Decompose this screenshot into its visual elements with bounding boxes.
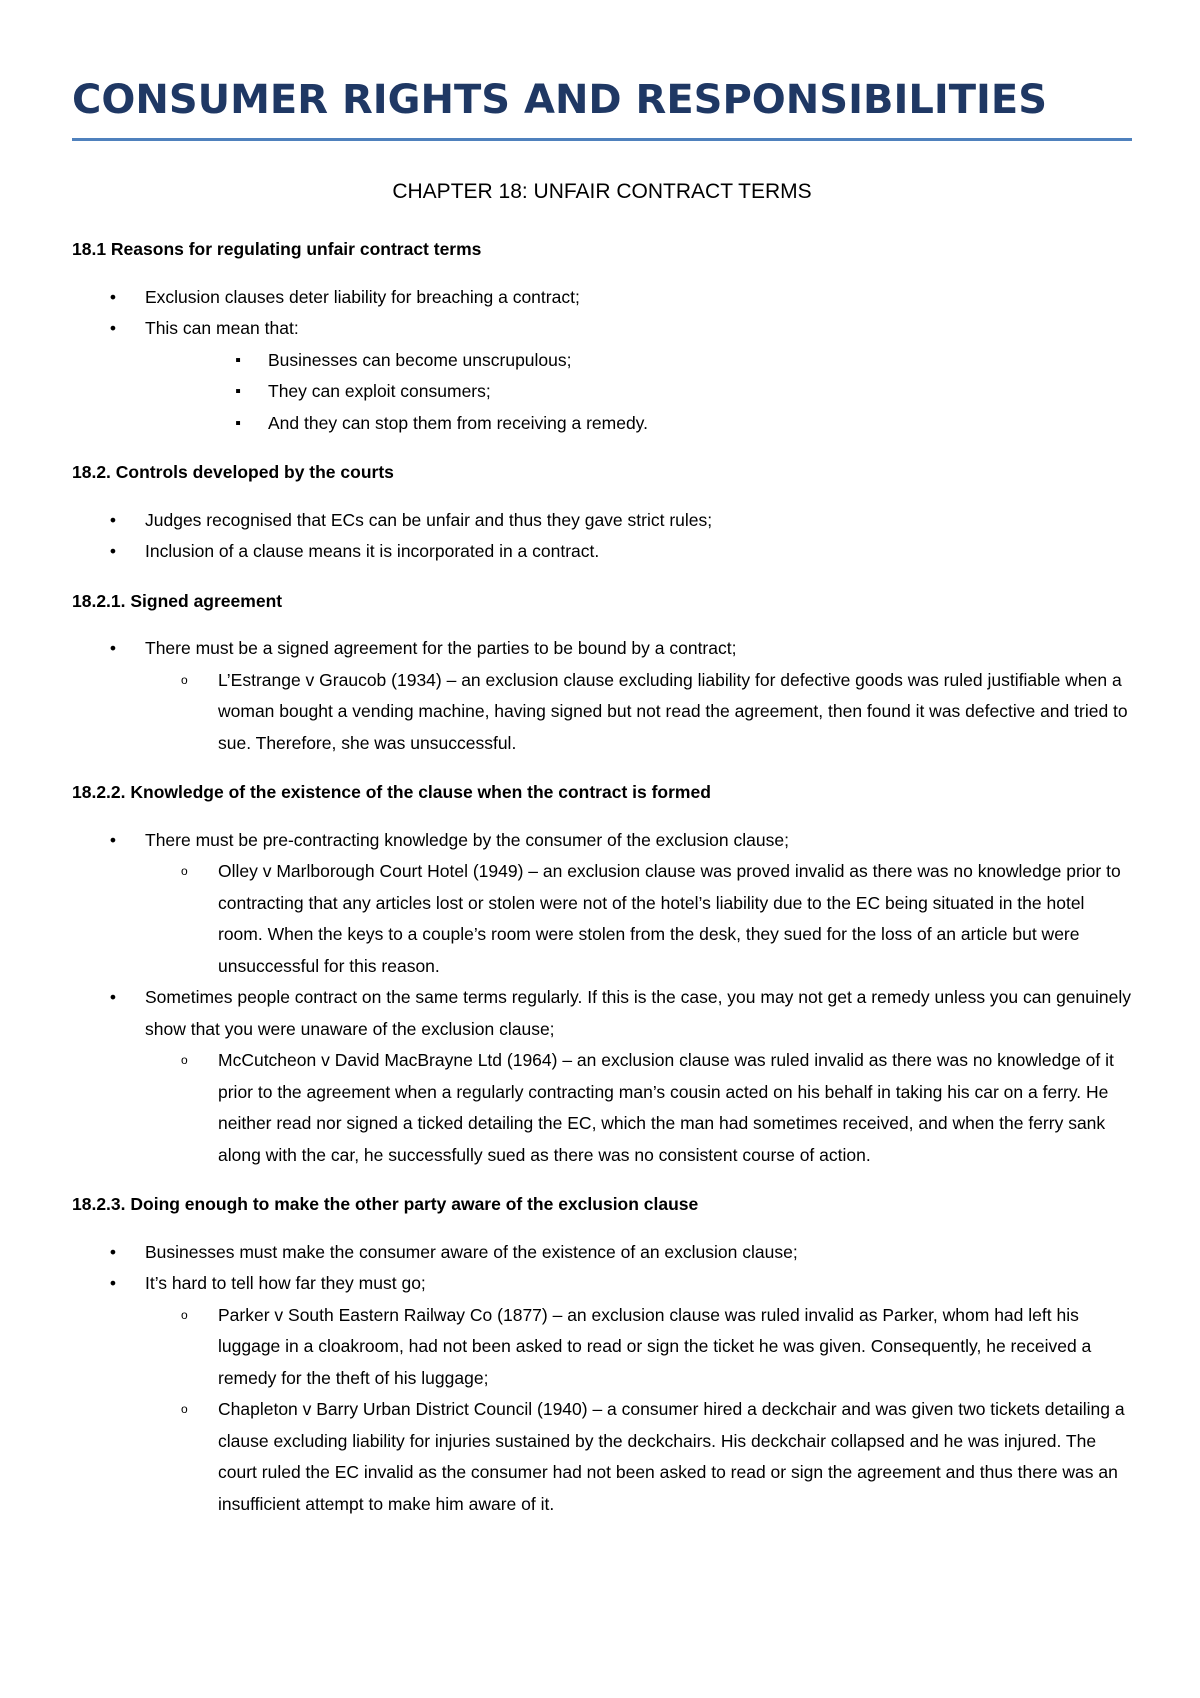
list-item xyxy=(72,1268,1132,1520)
circle-bullet-marker: o xyxy=(181,1053,188,1067)
chapter-heading: CHAPTER 18: UNFAIR CONTRACT TERMS xyxy=(392,180,812,203)
case-text: Chapleton v Barry Urban District Council (1940) – a consumer hired a deckchair and was given two tickets detailing a clause excluding liability for injuries sustained by the deckchairs. His deckchair collapsed and he was injured. The court ruled the EC invalid as the consumer had not been asked to read or sign the agreement and thus there was an insufficient attempt to make him aware of it. xyxy=(218,1399,1125,1514)
document-title: CONSUMER RIGHTS AND RESPONSIBILITIES xyxy=(72,77,1048,123)
section-heading: 18.2.3. Doing enough to make the other party aware of the exclusion clause xyxy=(72,1194,699,1214)
list-item xyxy=(72,1237,1132,1269)
bullet-marker: • xyxy=(109,509,117,530)
case-list xyxy=(145,1045,1132,1171)
section-heading: 18.2.2. Knowledge of the existence of the clause when the contract is formed xyxy=(72,782,711,802)
section-heading: 18.2.1. Signed agreement xyxy=(72,590,283,611)
circle-bullet-marker: o xyxy=(181,672,188,687)
sub-list xyxy=(145,345,1132,440)
case-list xyxy=(145,665,1132,760)
title-underline xyxy=(72,138,1132,141)
list-item xyxy=(72,536,1132,568)
sub-list-item xyxy=(72,408,1132,440)
bullet-list xyxy=(72,1237,1132,1521)
sub-list-item xyxy=(72,345,1132,377)
case-item xyxy=(72,856,1132,982)
case-item xyxy=(72,1394,1132,1520)
list-item-text: Inclusion of a clause means it is incorporated in a contract. xyxy=(145,541,600,561)
case-text: Parker v South Eastern Railway Co (1877) – an exclusion clause was ruled invalid as Parker, whom had left his luggage in a cloakroom, had not been asked to read or sign the ticket he was given. Consequently, he received a remedy for the theft of his luggage; xyxy=(218,1304,1092,1388)
square-bullet-marker: ▪ xyxy=(235,351,241,369)
bullet-list xyxy=(72,633,1132,759)
list-item xyxy=(72,505,1132,537)
list-item-text: Sometimes people contract on the same terms regularly. If this is the case, you may not get a remedy unless you can genuinely show that you were unaware of the exclusion clause; xyxy=(145,987,1132,1039)
bullet-marker: • xyxy=(109,829,117,850)
list-item-text: Businesses must make the consumer aware of the existence of an exclusion clause; xyxy=(145,1241,798,1262)
bullet-marker: • xyxy=(109,1241,117,1262)
list-item xyxy=(72,982,1132,1171)
case-text: Olley v Marlborough Court Hotel (1949) – an exclusion clause was proved invalid as there was no knowledge prior to contracting that any articles lost or stolen were not of the hotel’s liability due to the EC being situated in the hotel room. When the keys to a couple’s room were stolen from the desk, they sued for the loss of an article but were unsuccessful for this reason. xyxy=(218,861,1121,976)
square-bullet-marker: ▪ xyxy=(235,414,241,432)
bullet-marker: • xyxy=(109,1273,117,1293)
list-item-text: Judges recognised that ECs can be unfair and thus they gave strict rules; xyxy=(145,509,713,530)
case-item xyxy=(72,1300,1132,1395)
case-list xyxy=(145,856,1132,982)
sub-list-item-text: Businesses can become unscrupulous; xyxy=(268,349,572,370)
sub-list-item xyxy=(72,376,1132,408)
square-bullet-marker: ▪ xyxy=(235,383,241,400)
case-text: McCutcheon v David MacBrayne Ltd (1964) – an exclusion clause was ruled invalid as there was no knowledge of it prior to the agreement when a regularly contracting man’s cousin acted on his behalf in taking his car on a ferry. He neither read nor signed a ticked detailing the EC, which the man had sometimes received, and when the ferry sank along with the car, he successfully sued as there was no consistent course of action. xyxy=(218,1050,1114,1165)
circle-bullet-marker: o xyxy=(181,1307,188,1322)
bullet-marker: • xyxy=(109,541,117,561)
sub-list-item-text: They can exploit consumers; xyxy=(268,381,491,401)
case-item xyxy=(72,665,1132,760)
list-item-text: This can mean that: xyxy=(145,318,299,338)
list-item-text: Exclusion clauses deter liability for breaching a contract; xyxy=(145,286,580,307)
list-item xyxy=(72,282,1132,314)
bullet-list xyxy=(72,505,1132,568)
sub-list-item-text: And they can stop them from receiving a remedy. xyxy=(268,412,648,433)
circle-bullet-marker: o xyxy=(181,864,188,878)
list-item xyxy=(72,313,1132,439)
bullet-marker: • xyxy=(109,286,117,307)
case-text: L’Estrange v Graucob (1934) – an exclusion clause excluding liability for defective goods was ruled justifiable when a woman bought a vending machine, having signed but not read the agreement, then found it was defective and tried to sue. Therefore, she was unsuccessful. xyxy=(218,669,1128,753)
list-item-text: There must be pre-contracting knowledge by the consumer of the exclusion clause; xyxy=(145,829,789,850)
list-item xyxy=(72,825,1132,983)
bullet-list xyxy=(72,282,1132,440)
case-item xyxy=(72,1045,1132,1171)
circle-bullet-marker: o xyxy=(181,1402,188,1416)
bullet-list xyxy=(72,825,1132,1172)
section-heading: 18.1 Reasons for regulating unfair contract terms xyxy=(72,239,482,259)
case-list xyxy=(145,1300,1132,1521)
bullet-marker: • xyxy=(109,638,117,658)
list-item-text: There must be a signed agreement for the parties to be bound by a contract; xyxy=(145,638,737,658)
document-body xyxy=(72,234,1132,1538)
list-item xyxy=(72,633,1132,759)
bullet-marker: • xyxy=(109,987,117,1007)
bullet-marker: • xyxy=(109,318,117,338)
section-heading: 18.2. Controls developed by the courts xyxy=(72,462,394,482)
list-item-text: It’s hard to tell how far they must go; xyxy=(145,1273,426,1293)
